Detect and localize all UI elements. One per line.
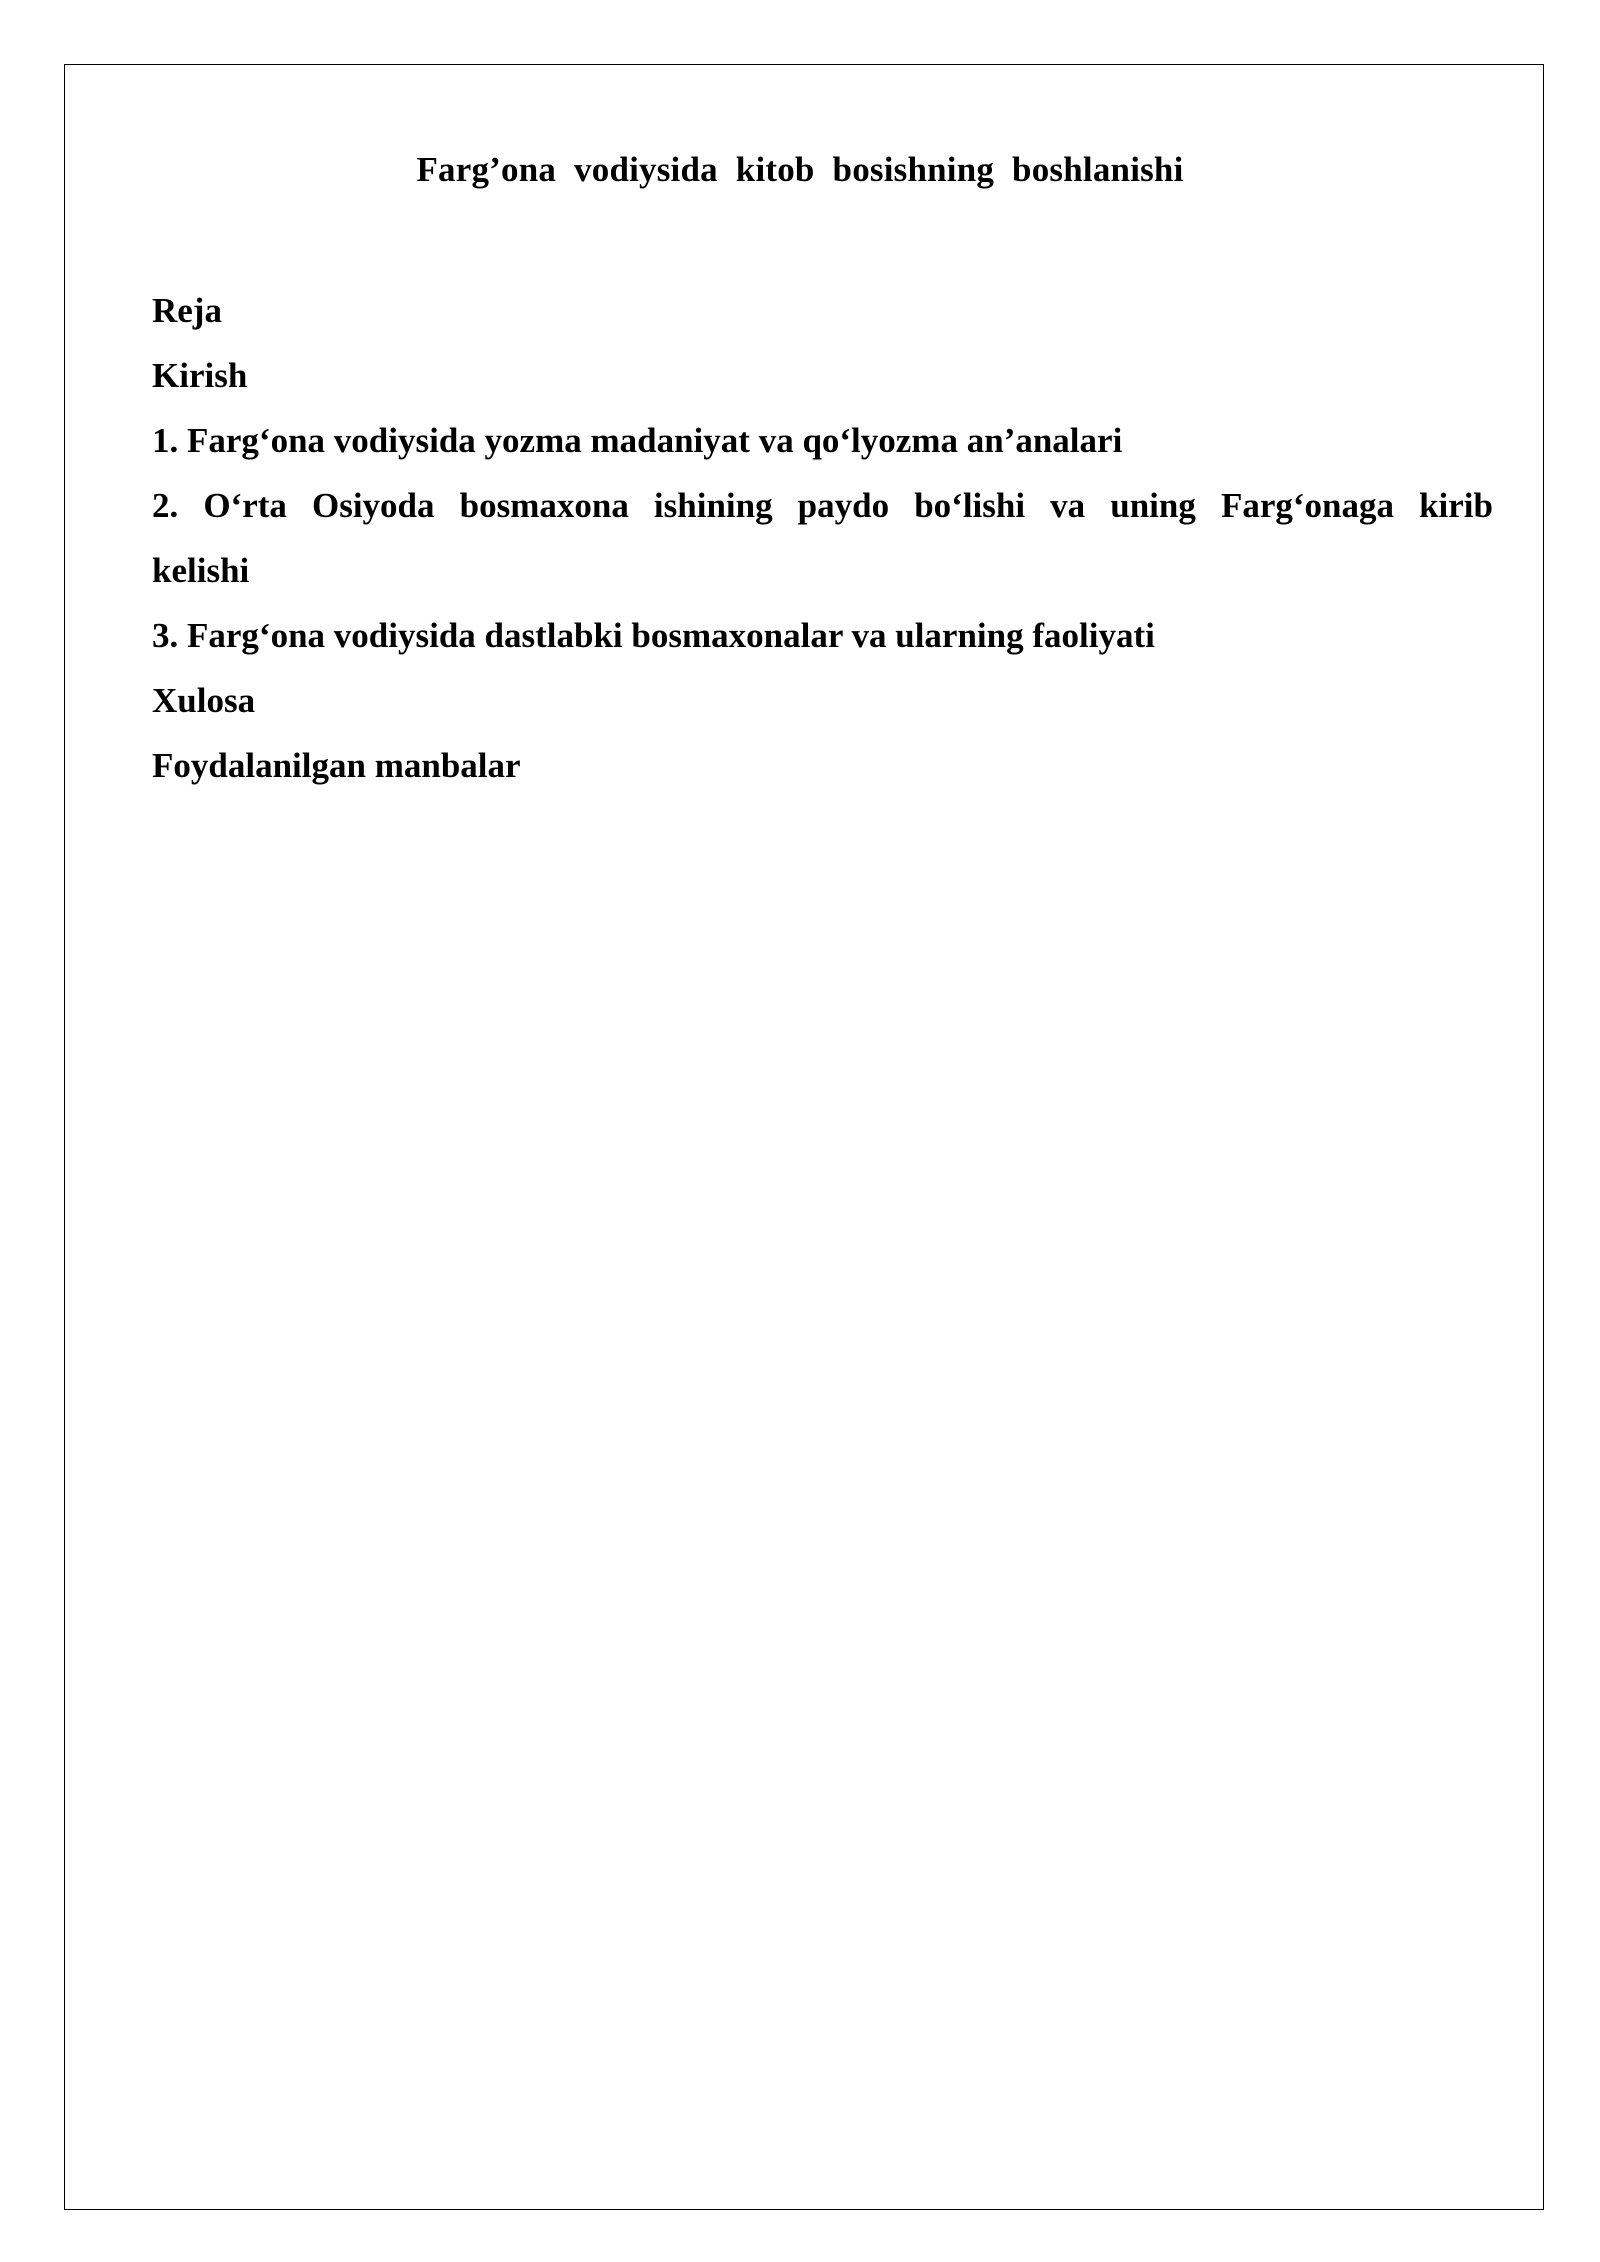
plan-item-1: 1. Farg‘ona vodiysida yozma madaniyat va qo‘lyozma an’analari <box>152 421 1123 460</box>
document-title: Farg’ona vodiysida kitob bosishning boshlanishi <box>416 150 1184 189</box>
plan-item-2: 2. O‘rta Osiyoda bosmaxona ishining paydo bo‘lishi va uning Farg‘onaga kirib <box>152 486 1493 525</box>
plan-item-conclusion: Xulosa <box>152 681 256 720</box>
plan-item-3: 3. Farg‘ona vodiysida dastlabki bosmaxonalar va ularning faoliyati <box>152 616 1155 655</box>
plan-item-sources: Foydalanilgan manbalar <box>152 746 521 785</box>
plan-section <box>152 278 1493 798</box>
plan-item-2-continuation: kelishi <box>152 551 250 590</box>
plan-item-intro: Kirish <box>152 356 248 395</box>
plan-heading: Reja <box>152 291 222 330</box>
